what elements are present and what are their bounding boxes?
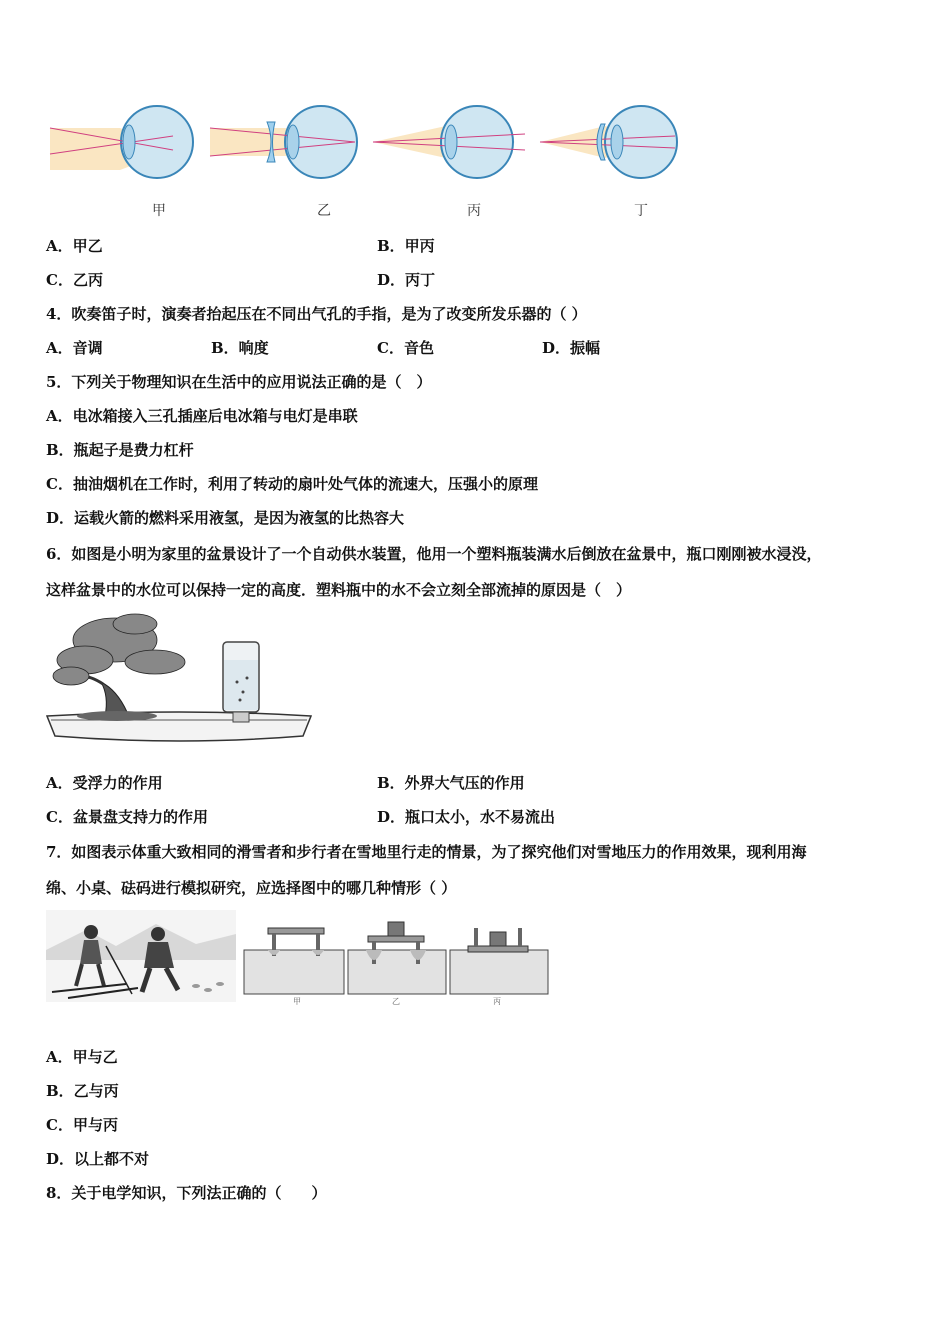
eye-diagrams-figure <box>45 98 695 188</box>
q3-option-b: B．甲丙 <box>377 237 435 255</box>
q3-option-c: C．乙丙 <box>46 271 103 289</box>
q7-stem-line2: 绵、小桌、砝码进行模拟研究，应选择图中的哪几种情形（ ） <box>46 879 457 897</box>
q4-option-a: A．音调 <box>46 339 103 357</box>
q5-option-c: C．抽油烟机在工作时，利用了转动的扇叶处气体的流速大，压强小的原理 <box>46 475 538 493</box>
bonsai-bottle-figure <box>45 612 315 750</box>
q8-stem: 8．关于电学知识，下列法正确的（ ） <box>46 1184 327 1202</box>
q4-option-c: C．音色 <box>377 339 434 357</box>
sponge-caption-bing: 丙 <box>493 997 501 1006</box>
q6-option-b: B．外界大气压的作用 <box>377 774 525 792</box>
q6-option-c: C．盆景盘支持力的作用 <box>46 808 208 826</box>
q7-option-b: B．乙与丙 <box>46 1082 119 1100</box>
eye-diagram-ding <box>540 106 677 178</box>
eye-diagram-jia <box>50 106 193 178</box>
eye-diagram-yi <box>210 106 357 178</box>
q5-option-b: B．瓶起子是费力杠杆 <box>46 441 194 459</box>
q6-stem-line2: 这样盆景中的水位可以保持一定的高度．塑料瓶中的水不会立刻全部流掉的原因是（ ） <box>46 581 632 599</box>
q7-stem-line1: 7．如图表示体重大致相同的滑雪者和步行者在雪地里行走的情景，为了探究他们对雪地压力的作用效果，现利用海 <box>46 843 807 861</box>
sponge-caption-jia: 甲 <box>293 997 301 1006</box>
snow-sponge-figure <box>46 910 551 1008</box>
q3-option-a: A．甲乙 <box>46 237 103 255</box>
q4-stem: 4．吹奏笛子时，演奏者抬起压在不同出气孔的手指，是为了改变所发乐器的（ ） <box>46 305 587 323</box>
q6-option-d: D．瓶口太小，水不易流出 <box>377 808 556 826</box>
q5-option-a: A．电冰箱接入三孔插座后电冰箱与电灯是串联 <box>46 407 358 425</box>
q5-stem: 5．下列关于物理知识在生活中的应用说法正确的是（ ） <box>46 373 432 391</box>
sponge-yi <box>348 922 446 994</box>
eye-diagram-bing <box>373 106 525 178</box>
q3-option-d: D．丙丁 <box>377 271 436 289</box>
q4-option-d: D．振幅 <box>542 339 601 357</box>
q6-option-a: A．受浮力的作用 <box>46 774 163 792</box>
eye-label-yi: 乙 <box>317 203 331 219</box>
eye-label-ding: 丁 <box>634 203 648 219</box>
skier-walker-scene <box>46 910 236 1002</box>
q7-option-d: D．以上都不对 <box>46 1150 150 1168</box>
sponge-jia <box>244 928 344 994</box>
q7-option-c: C．甲与丙 <box>46 1116 118 1134</box>
eye-label-bing: 丙 <box>467 203 481 219</box>
q4-option-b: B．响度 <box>211 339 269 357</box>
sponge-bing <box>450 928 548 994</box>
q7-option-a: A．甲与乙 <box>46 1048 118 1066</box>
q5-option-d: D．运载火箭的燃料采用液氢，是因为液氢的比热容大 <box>46 509 405 527</box>
q6-stem-line1: 6．如图是小明为家里的盆景设计了一个自动供水装置，他用一个塑料瓶装满水后倒放在盆景中，瓶口刚刚被水浸没， <box>46 545 822 563</box>
eye-label-jia: 甲 <box>152 203 166 219</box>
sponge-caption-yi: 乙 <box>392 997 400 1006</box>
